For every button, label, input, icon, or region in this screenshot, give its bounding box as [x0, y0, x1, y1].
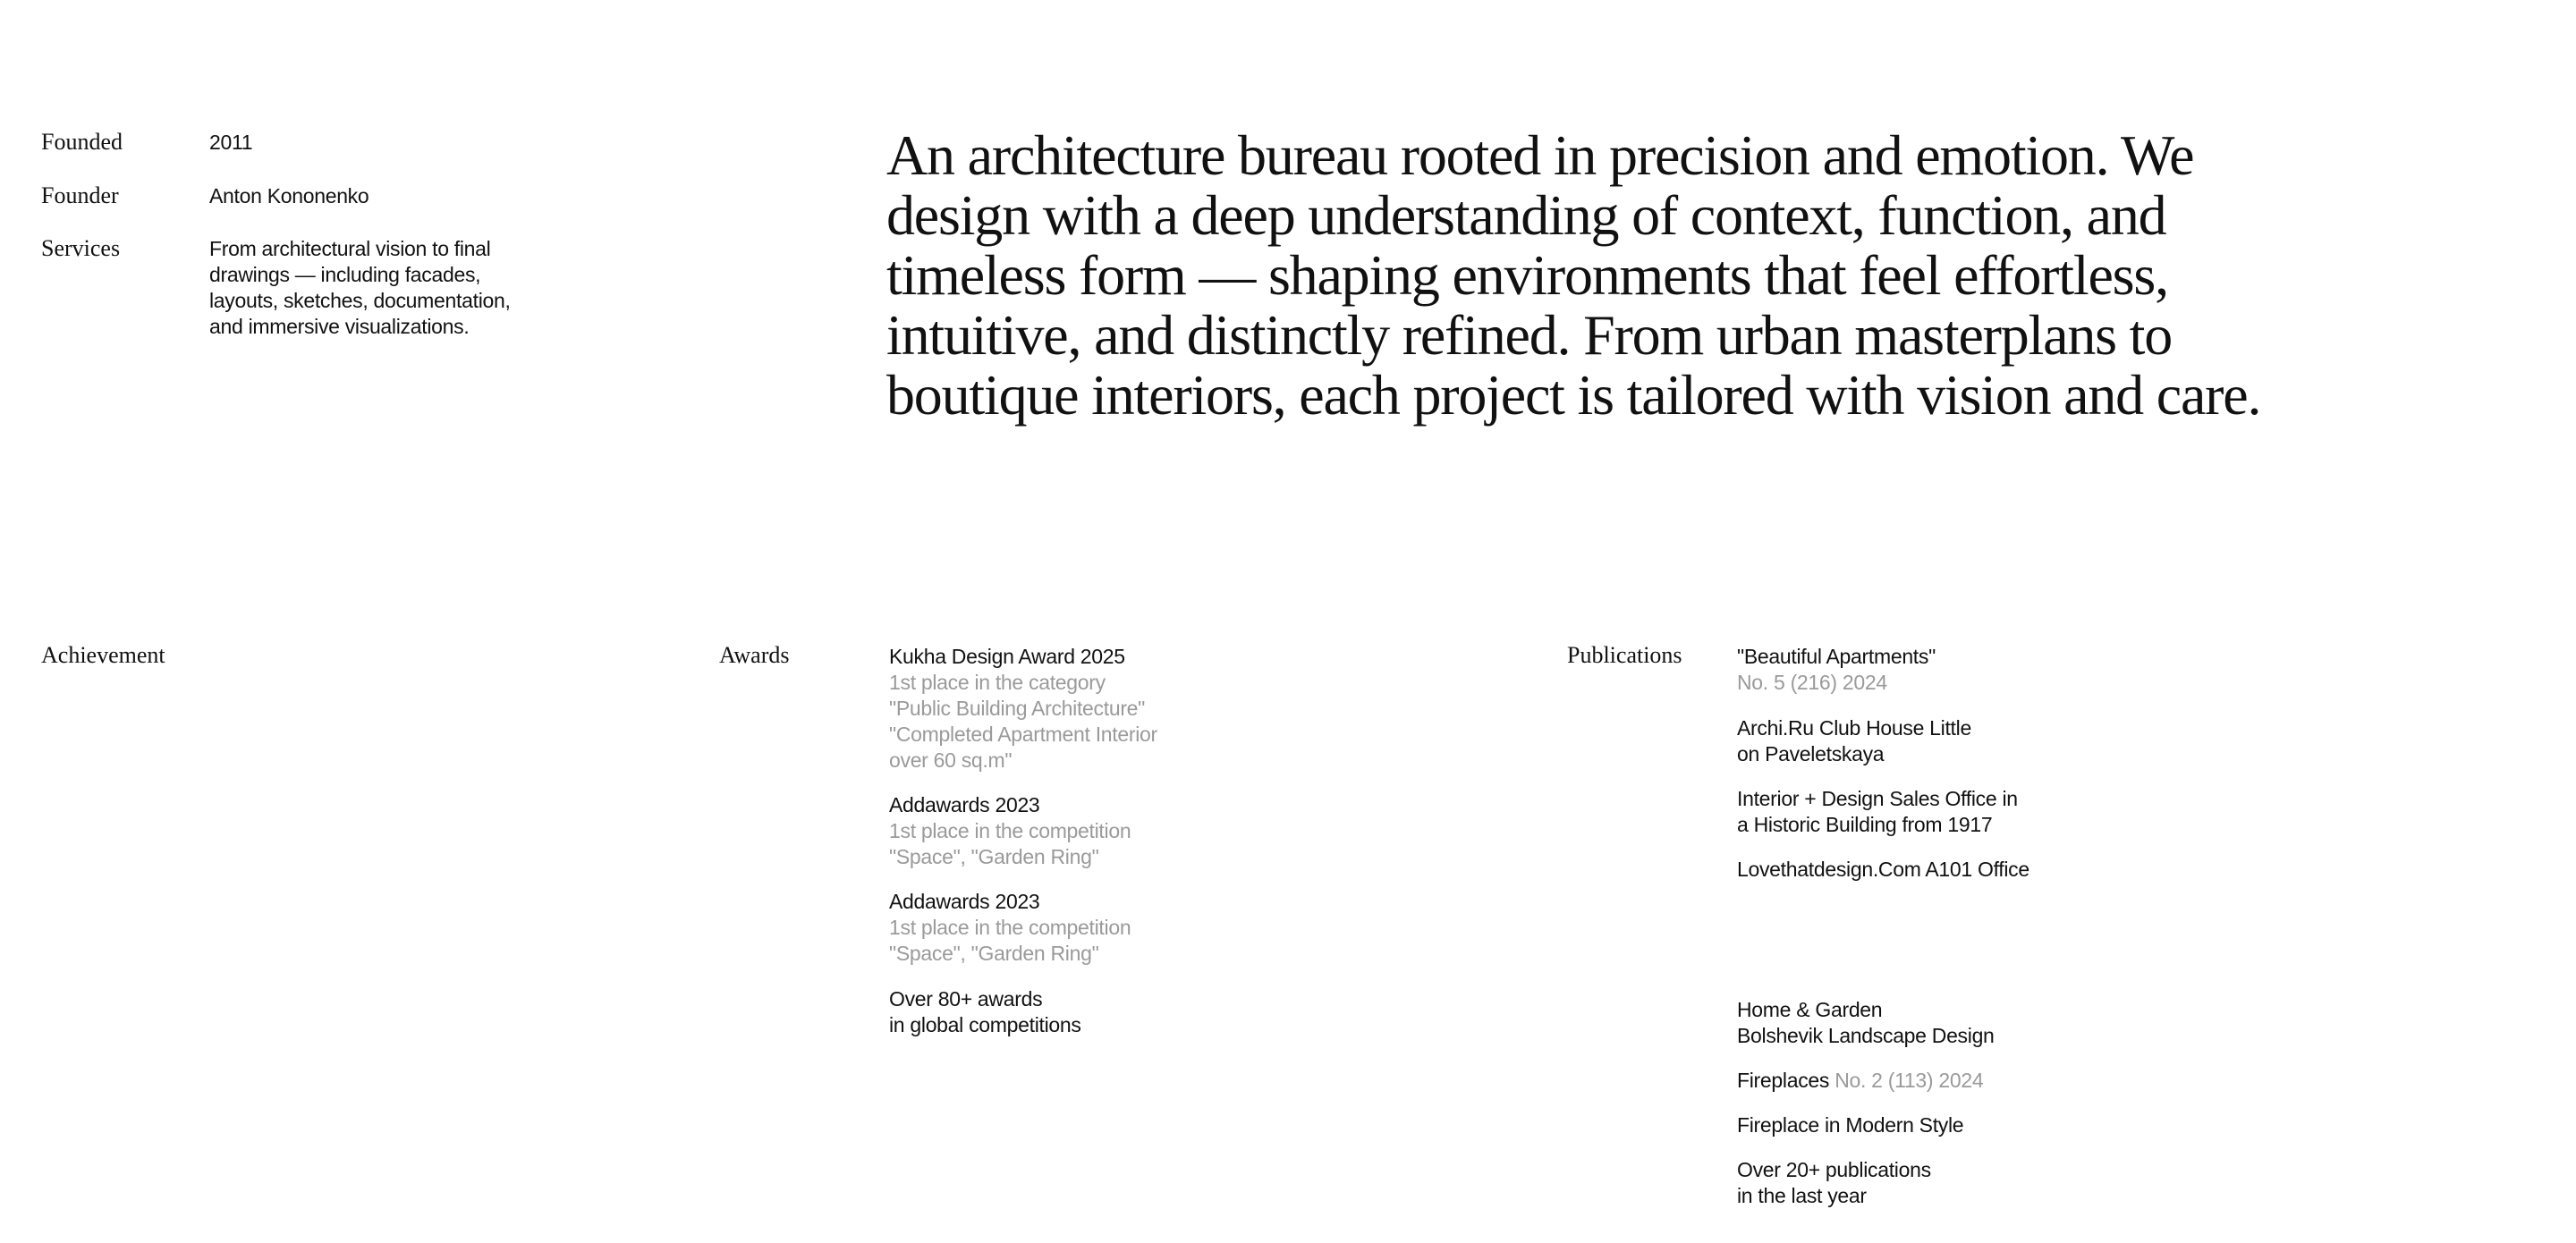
- publication-title: Lovethatdesign.Com A101 Office: [1737, 858, 2029, 881]
- award-detail: over 60 sq.m": [889, 748, 1013, 772]
- publication-item: [1737, 644, 1936, 696]
- hero-line: timeless form — shaping environments that feel effortless,: [886, 243, 2168, 307]
- publications-label: Publications: [1567, 642, 1682, 668]
- publications-summary-line: in the last year: [1737, 1184, 1867, 1207]
- hero-line: design with a deep understanding of context, function, and: [886, 183, 2166, 247]
- publication-line: Home & Garden: [1737, 998, 1883, 1021]
- award-detail: 1st place in the competition: [889, 916, 1131, 939]
- publication-item: [1737, 857, 2029, 883]
- publication-line: on Paveletskaya: [1737, 742, 1885, 765]
- award-detail: "Completed Apartment Interior: [889, 723, 1157, 746]
- award-title: Kukha Design Award 2025: [889, 645, 1125, 668]
- award-item: [889, 889, 1131, 967]
- publication-item: [1737, 997, 1995, 1049]
- award-detail: 1st place in the category: [889, 671, 1106, 694]
- publication-title: "Beautiful Apartments": [1737, 645, 1936, 668]
- achievement-heading: Achievement: [41, 642, 165, 668]
- publication-item: [1737, 786, 2018, 838]
- publication-item: [1737, 715, 1971, 767]
- publication-title: Fireplaces: [1737, 1069, 1830, 1092]
- award-detail: 1st place in the competition: [889, 819, 1131, 842]
- publication-item: [1737, 1112, 1963, 1138]
- publication-line: Bolshevik Landscape Design: [1737, 1024, 1995, 1047]
- award-detail: "Public Building Architecture": [889, 697, 1146, 720]
- awards-summary: [889, 986, 1081, 1038]
- awards-label: Awards: [719, 642, 790, 668]
- founded-label: Founded: [41, 129, 123, 155]
- hero-line: An architecture bureau rooted in precision and emotion. We: [886, 123, 2194, 187]
- services-line: and immersive visualizations.: [209, 315, 470, 338]
- publication-item: [1737, 1068, 1983, 1094]
- hero-statement: [886, 125, 2461, 425]
- award-title: Addawards 2023: [889, 890, 1040, 913]
- publication-detail: No. 2 (113) 2024: [1835, 1069, 1984, 1092]
- hero-line: boutique interiors, each project is tailored with vision and care.: [886, 363, 2261, 427]
- founded-value: 2011: [209, 131, 253, 154]
- services-line: layouts, sketches, documentation,: [209, 289, 511, 312]
- publication-title: Fireplace in Modern Style: [1737, 1113, 1964, 1137]
- award-item: [889, 792, 1131, 870]
- hero-line: intuitive, and distinctly refined. From urban masterplans to: [886, 303, 2173, 367]
- award-detail: "Space", "Garden Ring": [889, 845, 1099, 868]
- publication-line: Interior + Design Sales Office in: [1737, 787, 2018, 810]
- publications-summary-line: Over 20+ publications: [1737, 1158, 1931, 1181]
- award-detail: "Space", "Garden Ring": [889, 942, 1099, 965]
- publication-detail: No. 5 (216) 2024: [1737, 671, 1887, 694]
- services-line: drawings — including facades,: [209, 263, 481, 286]
- publications-summary: [1737, 1157, 1931, 1209]
- award-title: Addawards 2023: [889, 793, 1040, 816]
- founder-label: Founder: [41, 182, 119, 208]
- services-line: From architectural vision to final: [209, 237, 491, 260]
- founder-value: Anton Kononenko: [209, 184, 369, 207]
- services-value: [209, 236, 531, 340]
- awards-summary-line: in global competitions: [889, 1013, 1081, 1036]
- publication-line: Archi.Ru Club House Little: [1737, 716, 1971, 740]
- publication-line: a Historic Building from 1917: [1737, 813, 1993, 836]
- awards-summary-line: Over 80+ awards: [889, 987, 1043, 1010]
- services-label: Services: [41, 235, 121, 261]
- award-item: [889, 644, 1157, 774]
